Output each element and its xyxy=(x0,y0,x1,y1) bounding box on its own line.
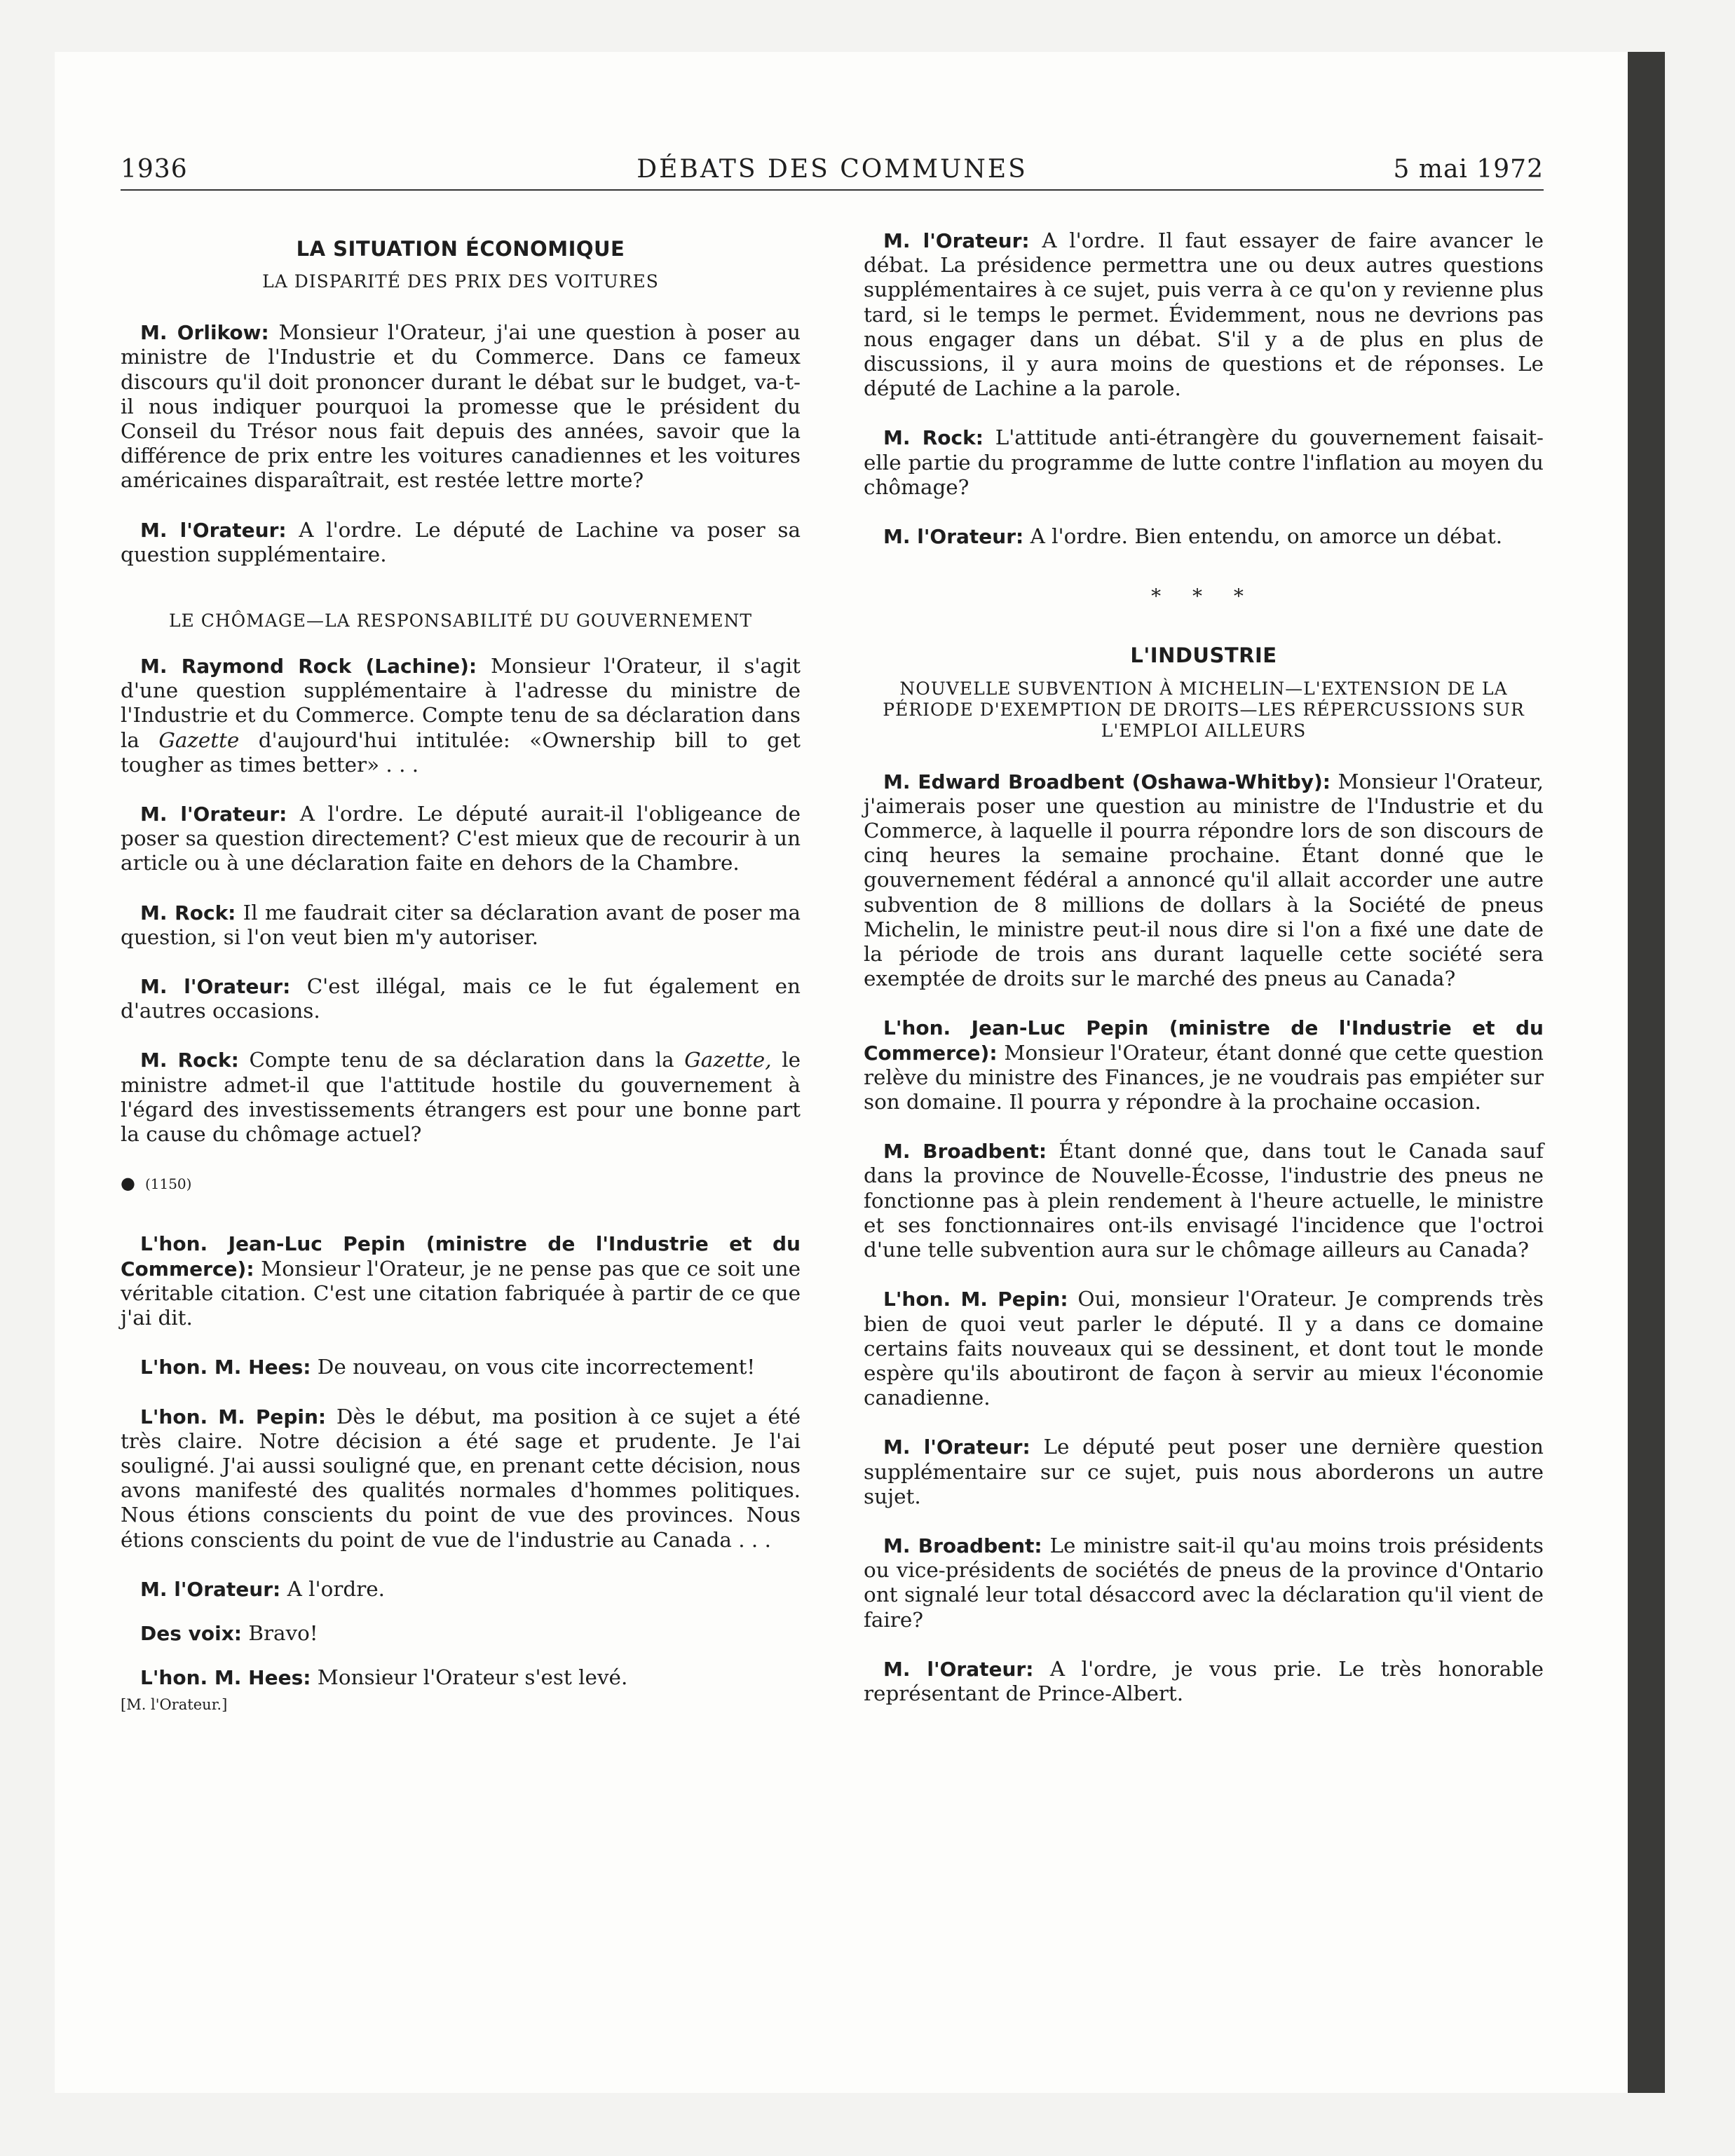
speaker-name: L'hon. Jean-Luc Pepin (ministre de l'Industrie et du Commerce): xyxy=(864,1016,1544,1065)
speaker-name: L'hon. M. Hees: xyxy=(140,1666,311,1690)
speech-text: Bravo! xyxy=(242,1621,318,1645)
paragraph xyxy=(121,1355,801,1379)
speech-text: Monsieur l'Orateur s'est levé. xyxy=(311,1665,628,1690)
speech-text: Il me faudrait citer sa déclaration avant de poser ma question, si l'on veut bien m'y autoriser. xyxy=(121,900,801,949)
speaker-name: M. l'Orateur: xyxy=(883,229,1030,252)
paragraph xyxy=(121,802,801,876)
speech-text: Monsieur l'Orateur, il s'agit d'une question supplémentaire à l'adresse du ministre de l'Industrie et du Commerce. Compte tenu de sa déclaration dans la xyxy=(121,654,801,752)
paragraph xyxy=(121,1577,801,1602)
speech-text: A l'ordre. Bien entendu, on amorce un débat. xyxy=(1023,524,1503,549)
paragraph xyxy=(864,1435,1544,1509)
paragraph xyxy=(864,770,1544,992)
speaker-name: M. l'Orateur: xyxy=(883,1657,1034,1681)
speaker-name: M. Edward Broadbent (Oshawa-Whitby): xyxy=(883,770,1331,793)
paragraph xyxy=(121,1231,801,1330)
speaker-name: M. Orlikow: xyxy=(140,321,269,345)
speech-text: Monsieur l'Orateur, étant donné que cette question relève du ministre des Finances, je ne voudrais pas empiéter sur son domaine. Il pourra y répondre à la prochaine occasion. xyxy=(864,1040,1544,1114)
timestamp-marker xyxy=(121,1171,801,1196)
speaker-name: M. Broadbent: xyxy=(883,1534,1042,1557)
speech-text: Étant donné que, dans tout le Canada sauf dans la province de Nouvelle-Écosse, l'industrie des pneus ne fonctionne pas à plein rendement à l'heure actuelle, le ministre et ses fonctionnaires ont-ils envisagé l'incidence que l'octroi d'une telle subvention aura sur le chômage ailleurs au Canada? xyxy=(864,1139,1544,1262)
speaker-name: M. l'Orateur: xyxy=(883,1435,1030,1459)
page-number: 1936 xyxy=(121,155,188,184)
paragraph xyxy=(864,524,1544,549)
speaker-name: L'hon. M. Hees: xyxy=(140,1356,311,1379)
speech-text: d'aujourd'hui intitulée: «Ownership bill to get tougher as times better» . . . xyxy=(121,728,801,777)
speech-text: Monsieur l'Orateur, je ne pense pas que ce soit une véritable citation. C'est une citation fabriquée à partir de ce que j'ai dit. xyxy=(121,1256,801,1330)
page-header xyxy=(121,146,1544,191)
speaker-name: M. l'Orateur: xyxy=(883,525,1024,549)
newspaper-name: Gazette, xyxy=(684,1048,772,1072)
speech-text: L'attitude anti-étrangère du gouvernement faisait-elle partie du programme de lutte contre l'inflation au moyen du chômage? xyxy=(864,425,1544,499)
paragraph xyxy=(121,901,801,950)
paragraph xyxy=(121,518,801,567)
speaker-name: L'hon. M. Pepin: xyxy=(883,1288,1068,1311)
paragraph xyxy=(864,1534,1544,1632)
speaker-name: M. l'Orateur: xyxy=(140,518,287,542)
paragraph xyxy=(121,1048,801,1147)
section-subheading: LA DISPARITÉ DES PRIX DES VOITURES xyxy=(262,271,659,292)
speech-text: C'est illégal, mais ce le fut également en d'autres occasions. xyxy=(121,974,801,1023)
paragraph xyxy=(121,654,801,777)
speaker-footnote: [M. l'Orateur.] xyxy=(121,1696,228,1714)
left-column xyxy=(121,228,801,1718)
speaker-name: M. Rock: xyxy=(140,901,236,925)
section-heading: LA SITUATION ÉCONOMIQUE xyxy=(296,237,625,261)
newspaper-name: Gazette xyxy=(158,728,240,752)
speech-text: Le ministre sait-il qu'au moins trois présidents ou vice-présidents de sociétés de pneus de la province d'Ontario ont signalé leur total désaccord avec la déclaration qu'il vient de faire? xyxy=(864,1533,1544,1632)
paragraph xyxy=(864,425,1544,500)
speaker-name: M. l'Orateur: xyxy=(140,1577,281,1601)
speaker-name: L'hon. Jean-Luc Pepin (ministre de l'Industrie et du Commerce): xyxy=(121,1232,801,1281)
speaker-name: M. Broadbent: xyxy=(883,1140,1047,1164)
section-subheading: NOUVELLE SUBVENTION À MICHELIN—L'EXTENSION DE LA PÉRIODE D'EXEMPTION DE DROITS—LES RÉPERCUSSIONS SUR L'EMPLOI AILLEURS xyxy=(883,678,1525,741)
paragraph xyxy=(864,1287,1544,1410)
paragraph xyxy=(864,1657,1544,1706)
speech-text: De nouveau, on vous cite incorrectement! xyxy=(311,1355,756,1379)
paragraph xyxy=(864,1139,1544,1262)
paragraph xyxy=(864,1016,1544,1114)
speech-text: A l'ordre. Le député aurait-il l'obligeance de poser sa question directement? C'est mieux que de recourir à un article ou à une déclaration faite en dehors de la Chambre. xyxy=(121,802,801,875)
speech-text: A l'ordre. Le député de Lachine va poser sa question supplémentaire. xyxy=(121,517,801,566)
section-separator: * * * xyxy=(1151,585,1256,608)
speaker-name: M. Rock: xyxy=(140,1049,239,1072)
right-column xyxy=(864,228,1544,1706)
speaker-name: M. l'Orateur: xyxy=(140,975,291,999)
speech-text: Compte tenu de sa déclaration dans la xyxy=(238,1048,685,1072)
speech-text: Le député peut poser une dernière question supplémentaire sur ce sujet, puis nous aborderons un autre sujet. xyxy=(864,1435,1544,1508)
scan-edge-shadow xyxy=(1628,52,1665,2093)
paragraph xyxy=(121,1405,801,1553)
bullet-icon: ● xyxy=(121,1173,135,1194)
publication-title: DÉBATS DES COMMUNES xyxy=(637,155,1028,184)
section-subheading: LE CHÔMAGE—LA RESPONSABILITÉ DU GOUVERNEMENT xyxy=(168,610,753,632)
speaker-name: M. l'Orateur: xyxy=(140,803,287,826)
paragraph xyxy=(121,1621,801,1646)
speech-text: Dès le début, ma position à ce sujet a été très claire. Notre décision a été sage et prudente. Je l'ai souligné. J'ai aussi souligné que, en prenant cette décision, nous avons manifesté des qualités normales d'hommes politiques. Nous étions conscients du point de vue des provinces. Nous étions conscients du point de vue de l'industrie au Canada . . . xyxy=(121,1404,801,1552)
paragraph xyxy=(121,320,801,493)
speaker-name: Des voix: xyxy=(140,1621,242,1645)
paragraph xyxy=(121,1665,801,1690)
paragraph xyxy=(864,228,1544,401)
speech-text: Monsieur l'Orateur, j'ai une question à poser au ministre de l'Industrie et du Commerce. Dans ce fameux discours qu'il doit prononcer durant le débat sur le budget, va-t-il nous indiquer pourquoi la promesse que le président du Conseil du Trésor nous fait depuis des années, savoir que la différence de prix entre les voitures canadiennes et les voitures américaines disparaîtrait, est restée lettre morte? xyxy=(121,320,801,493)
speech-text: A l'ordre, je vous prie. Le très honorable représentant de Prince-Albert. xyxy=(864,1656,1544,1705)
publication-date: 5 mai 1972 xyxy=(1393,155,1544,184)
speech-text: A l'ordre. Il faut essayer de faire avancer le débat. La présidence permettra une ou deux autres questions supplémentaires à ce sujet, puis verra à ce qu'on y revienne plus tard, si le temps le permet. Évidemment, nous ne devrions pas nous engager dans un débat. S'il y a de plus en plus de discussions, il y aura moins de questions et de réponses. Le député de Lachine a la parole. xyxy=(864,228,1544,401)
speaker-name: L'hon. M. Pepin: xyxy=(140,1405,327,1428)
speech-text: Oui, monsieur l'Orateur. Je comprends très bien de quoi veut parler le député. Il y a dans ce domaine certains faits nouveaux qui se dessinent, et dont tout le monde espère qu'ils aboutiront de façon à servir au mieux l'économie canadienne. xyxy=(864,1287,1544,1410)
speech-text: Monsieur l'Orateur, j'aimerais poser une question au ministre de l'Industrie et du Commerce, à laquelle il pourra répondre lors de son discours de cinq heures la semaine prochaine. Étant donné que le gouvernement fédéral a annoncé qu'il allait accorder une autre subvention de 8 millions de dollars à la Société de pneus Michelin, le ministre peut-il nous dire si l'on a fixé une date de la période de trois ans durant laquelle cette société sera exemptée de droits sur le marché des pneus au Canada? xyxy=(864,769,1544,991)
speech-text: A l'ordre. xyxy=(280,1576,385,1601)
timestamp: (1150) xyxy=(144,1175,192,1193)
section-heading: L'INDUSTRIE xyxy=(1130,643,1277,668)
speech-text: le ministre admet-il que l'attitude hostile du gouvernement à l'égard des investissements étrangers est pour une bonne part la cause du chômage actuel? xyxy=(121,1048,801,1147)
speaker-name: M. Rock: xyxy=(883,426,984,450)
speaker-name: M. Raymond Rock (Lachine): xyxy=(140,655,477,678)
paragraph xyxy=(121,974,801,1023)
